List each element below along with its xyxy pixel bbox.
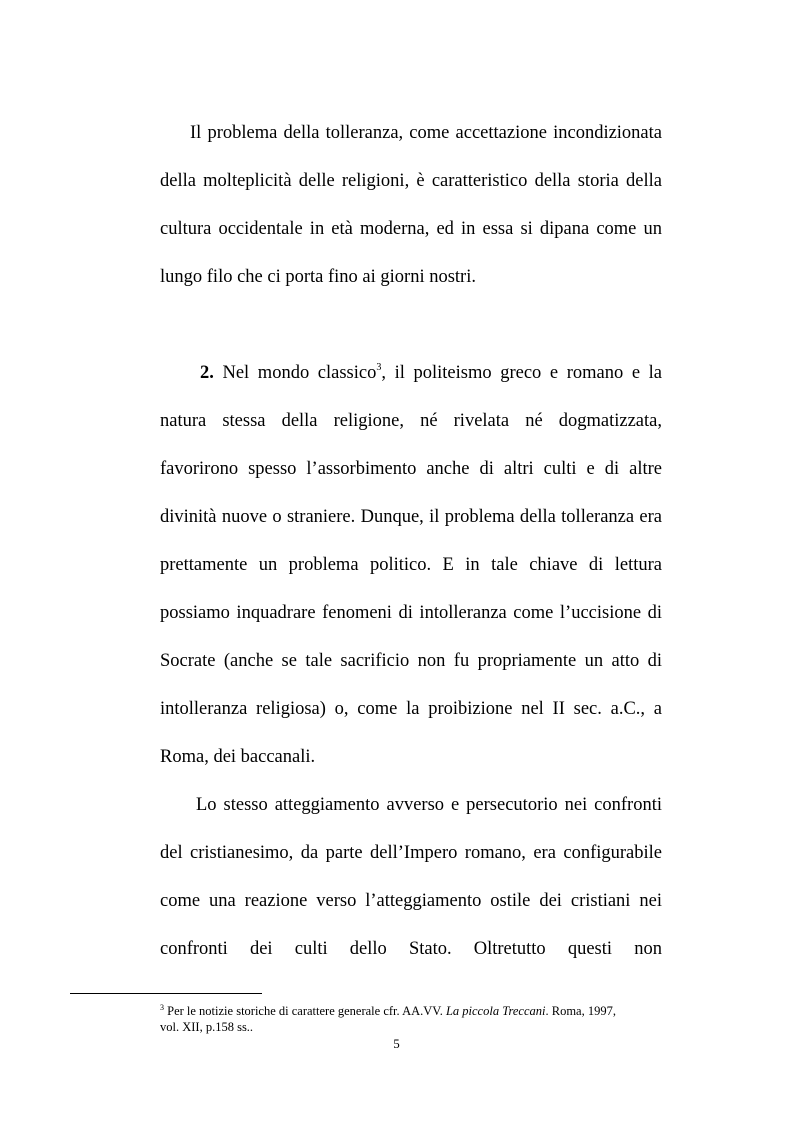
word: dello [349,939,387,959]
section-2-line-1 [200,361,662,385]
word: culti [294,939,328,959]
paragraph-1-line-3: cultura occidentale in età moderna, ed in essa si dipana come un [160,219,662,239]
section-2-line-2: natura stessa della religione, né rivelata né dogmatizzata, [160,411,662,431]
section-2-line-3: favorirono spesso l’assorbimento anche di altri culti e di altre [160,459,662,479]
footnote-title: La piccola Treccani [445,1004,546,1018]
footnote-separator [70,993,262,994]
section-2-text: Nel mondo classico [213,363,377,383]
word: Oltretutto [473,939,546,959]
footnote-text: Per le notizie storiche di carattere generale cfr. AA.VV. [164,1004,446,1018]
word: Stato. [408,939,452,959]
paragraph-1-line-4: lungo filo che ci porta fino ai giorni nostri. [160,267,476,287]
paragraph-3-line-3: come una reazione verso l’atteggiamento ostile dei cristiani nei [160,891,662,911]
word: confronti [160,939,228,959]
page-number: 5 [393,1036,400,1051]
section-2-line-7: Socrate (anche se tale sacrificio non fu propriamente un atto di [160,651,662,671]
footnote-text-end: . Roma, 1997, [545,1004,616,1018]
section-2-line-9: Roma, dei baccanali. [160,747,316,767]
paragraph-3-line-2: del cristianesimo, da parte dell’Impero romano, era configurabile [160,843,662,863]
section-2-line-6: possiamo inquadrare fenomeni di intolleranza come l’uccisione di [160,603,662,623]
paragraph-3-line-1: Lo stesso atteggiamento avverso e persecutorio nei confronti [196,795,662,815]
word: questi [567,939,613,959]
word: non [634,939,662,959]
footnote-line-1 [160,1003,662,1019]
paragraph-1-line-2: della molteplicità delle religioni, è caratteristico della storia della [160,171,662,191]
section-2-line-5: prettamente un problema politico. E in tale chiave di lettura [160,555,662,575]
section-2-text-rest: , il politeismo greco e romano e la [381,363,662,383]
section-2-line-4: divinità nuove o straniere. Dunque, il problema della tolleranza era [160,507,662,527]
footnote-number: 3 [160,1003,164,1012]
paragraph-1-line-1: Il problema della tolleranza, come accettazione incondizionata [190,123,662,143]
footnote-ref: 3 [376,362,382,373]
paragraph-3-line-4 [160,937,662,961]
section-2-line-8: intolleranza religiosa) o, come la proibizione nel II sec. a.C., a [160,699,662,719]
footnote-line-2: vol. XII, p.158 ss.. [160,1020,254,1034]
word: dei [249,939,273,959]
section-number: 2. [200,363,214,383]
